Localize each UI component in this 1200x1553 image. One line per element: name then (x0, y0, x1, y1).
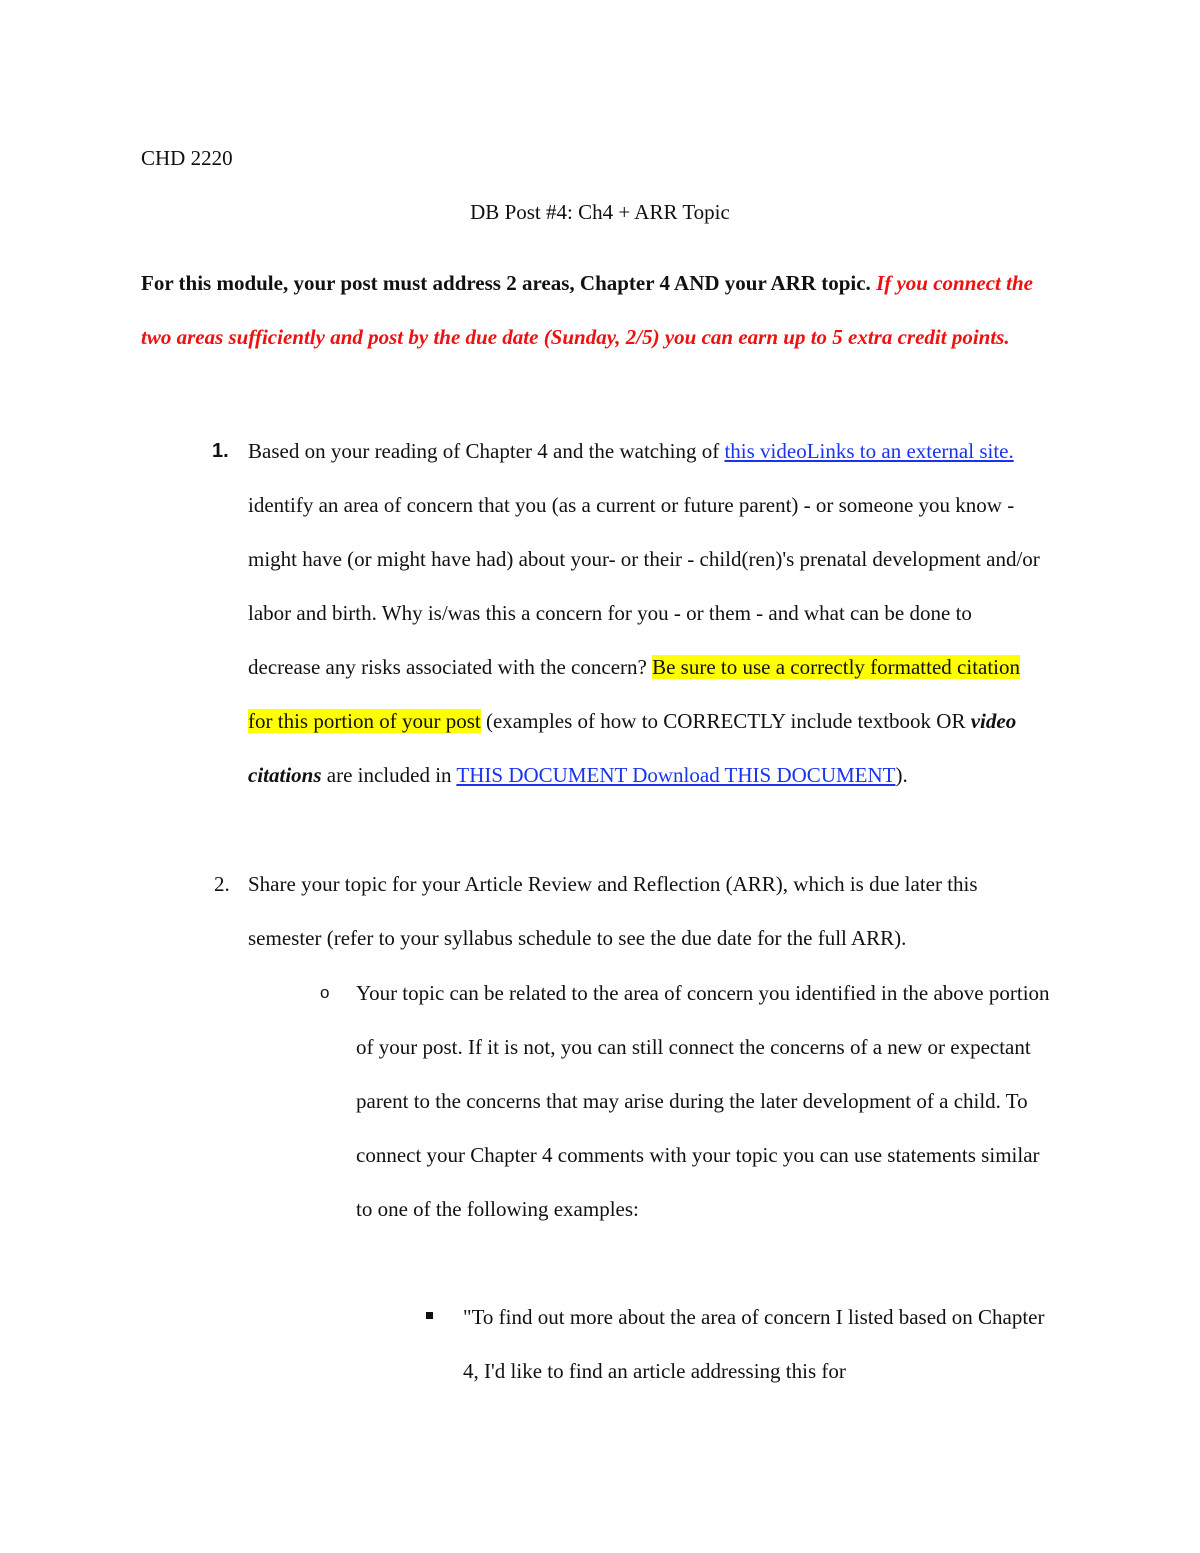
list-item-2 (214, 857, 1048, 965)
list-item-1 (212, 424, 1048, 802)
item1-text-b: identify an area of concern that you (as a current or future parent) - or someone you know - might have (or might have had) about your- or their - child(ren)'s prenatal development and/or labor and birth. Why is/was this a concern for you - or them - and what can be done to decrease any risks associated with the concern? (248, 493, 1040, 679)
intro-paragraph (141, 256, 1061, 364)
item1-text-e: ). (895, 763, 908, 787)
intro-bold-text: For this module, your post must address 2 areas, Chapter 4 AND your ARR topic. (141, 271, 871, 295)
extra-credit-note: If you connect the two areas sufficiently and post by the due date (Sunday, 2/5) you can earn up to 5 extra credit points. (141, 271, 1033, 349)
sub-list-item (320, 966, 1056, 1236)
list-marker-2: 2. (214, 872, 230, 896)
item1-text-c: (examples of how to CORRECTLY include textbook OR (480, 709, 971, 733)
video-citations-emphasis: video citations (248, 709, 1017, 787)
video-link[interactable]: this videoLinks to an external site. (724, 439, 1014, 463)
square-bullet-icon (426, 1312, 433, 1319)
sub-sub-item-text: "To find out more about the area of concern I listed based on Chapter 4, I'd like to find an article addressing this for (463, 1305, 1045, 1383)
page-title: DB Post #4: Ch4 + ARR Topic (470, 200, 730, 224)
citation-highlight: Be sure to use a correctly formatted citation for this portion of your post (248, 655, 1021, 733)
sub-item-text: Your topic can be related to the area of concern you identified in the above portion of your post. If it is not, you can still connect the concerns of a new or expectant parent to the concerns that may arise during the later development of a child. To connect your Chapter 4 comments with your topic you can use statements similar to one of the following examples: (356, 981, 1050, 1221)
list-marker-1: 1. (212, 440, 229, 462)
document-download-link[interactable]: THIS DOCUMENT Download THIS DOCUMENT (456, 763, 896, 787)
item2-text: Share your topic for your Article Review and Reflection (ARR), which is due later this semester (refer to your syllabus schedule to see the due date for the full ARR). (248, 872, 978, 950)
item1-text-a: Based on your reading of Chapter 4 and the watching of (248, 439, 725, 463)
item1-text-d: are included in (321, 763, 457, 787)
sub-sub-list-item (463, 1290, 1063, 1398)
circle-bullet-icon: o (320, 983, 330, 1002)
course-code: CHD 2220 (141, 146, 233, 170)
